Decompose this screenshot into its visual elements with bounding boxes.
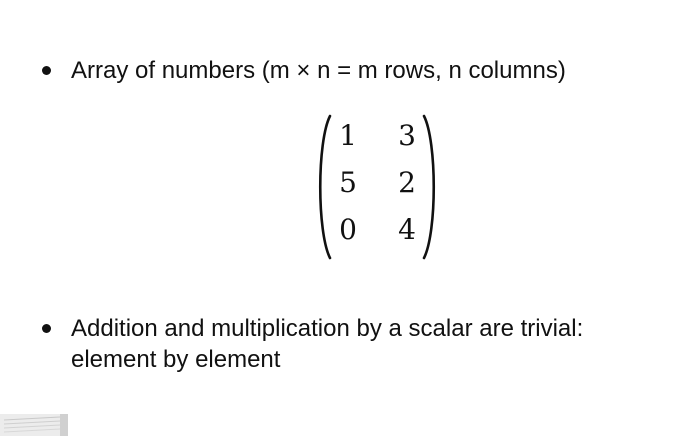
matrix-cell-r1c1: 1: [339, 119, 357, 152]
bullet-item-operations: [42, 313, 672, 375]
right-paren-icon: [421, 114, 441, 260]
clipped-heading: [180, 0, 650, 6]
matrix-cell-r3c1: 0: [339, 213, 357, 246]
bullet-item-array: [42, 55, 672, 86]
matrix-cell-r2c1: 5: [339, 166, 357, 199]
matrix: [313, 114, 443, 260]
left-paren-icon: [313, 114, 333, 260]
bullet-dot-icon: [42, 324, 51, 333]
matrix-cell-r1c2: 3: [398, 119, 416, 152]
matrix-cell-r3c2: 4: [398, 213, 416, 246]
bullet-dot-icon: [42, 66, 51, 75]
matrix-cell-r2c2: 2: [398, 166, 416, 199]
corner-decoration-icon: [0, 410, 68, 436]
bullet-text: Addition and multiplication by a scalar are trivial: element by element: [71, 315, 584, 373]
bullet-text: Array of numbers (m × n = m rows, n columns): [71, 57, 566, 84]
